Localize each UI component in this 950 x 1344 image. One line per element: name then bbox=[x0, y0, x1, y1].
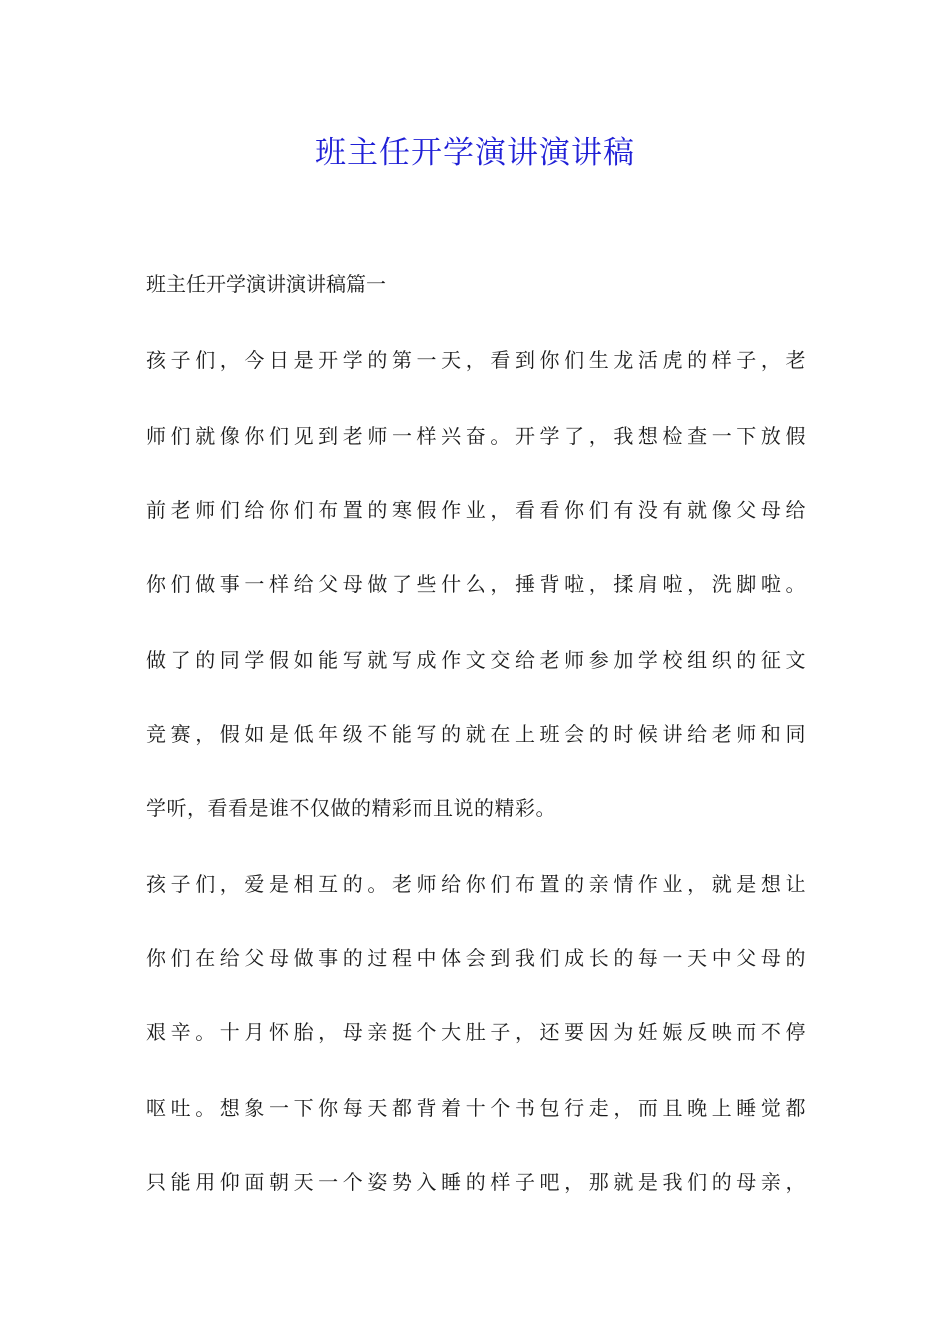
paragraph-line: 前老师们给你们布置的寒假作业，看看你们有没有就像父母给 bbox=[146, 498, 806, 522]
paragraph-line: 孩子们，今日是开学的第一天，看到你们生龙活虎的样子，老 bbox=[146, 348, 806, 372]
paragraph-line: 做了的同学假如能写就写成作文交给老师参加学校组织的征文 bbox=[146, 648, 806, 672]
paragraph-line: 学听，看看是谁不仅做的精彩而且说的精彩。 bbox=[146, 796, 556, 820]
paragraph-line: 只能用仰面朝天一个姿势入睡的样子吧，那就是我们的母亲， bbox=[146, 1170, 806, 1194]
paragraph-line: 你们在给父母做事的过程中体会到我们成长的每一天中父母的 bbox=[146, 946, 806, 970]
paragraph-line: 孩子们，爱是相互的。老师给你们布置的亲情作业，就是想让 bbox=[146, 872, 806, 896]
section-heading: 班主任开学演讲演讲稿篇一 bbox=[146, 272, 386, 296]
paragraph-line: 你们做事一样给父母做了些什么，捶背啦，揉肩啦，洗脚啦。 bbox=[146, 572, 806, 596]
paragraph-line: 师们就像你们见到老师一样兴奋。开学了，我想检查一下放假 bbox=[146, 424, 806, 448]
paragraph-line: 竞赛，假如是低年级不能写的就在上班会的时候讲给老师和同 bbox=[146, 722, 806, 746]
document-title: 班主任开学演讲演讲稿 bbox=[315, 135, 635, 171]
paragraph-line: 艰辛。十月怀胎，母亲挺个大肚子，还要因为妊娠反映而不停 bbox=[146, 1020, 806, 1044]
paragraph-line: 呕吐。想象一下你每天都背着十个书包行走，而且晚上睡觉都 bbox=[146, 1096, 806, 1120]
